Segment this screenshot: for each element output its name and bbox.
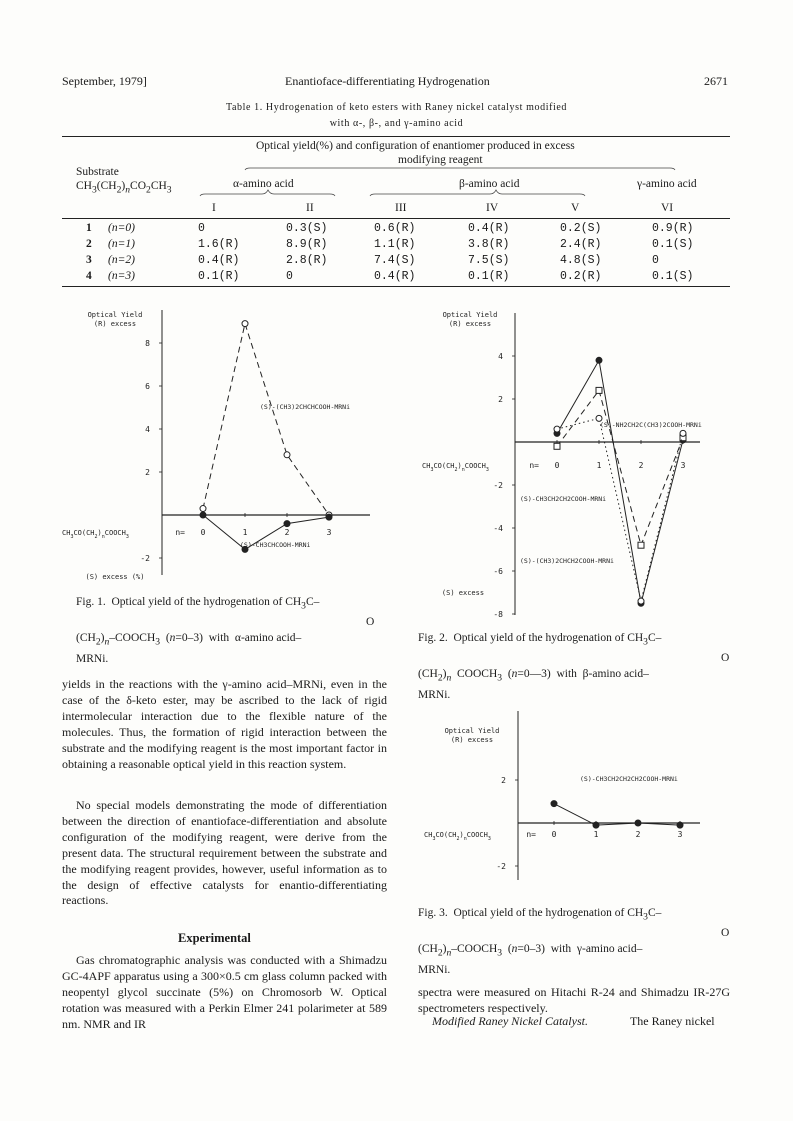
x-tick-label: 0: [551, 830, 557, 839]
x-tick-label: 3: [680, 461, 686, 470]
table-substrate-formula: $CH_3(CH_2)_nCO_2CH_3$: [76, 180, 172, 196]
x-tick-label: 0: [554, 461, 560, 470]
data-point: [554, 443, 560, 449]
table-cell: 0.1(S): [652, 238, 694, 251]
y-tick-label: -2: [493, 481, 503, 490]
table-cell: 2.8(R): [286, 254, 328, 267]
series-label: (S)-CH3CHCOOH-MRNi: [240, 541, 311, 549]
col-VI: VI: [661, 202, 674, 214]
table-substrate-label: Substrate: [76, 166, 119, 178]
y-tick-label: -4: [493, 524, 503, 533]
fig1-chart: [60, 305, 390, 590]
header-left: September, 1979]: [62, 74, 147, 88]
y-tick-label: 2: [145, 468, 150, 477]
table-cell: 0.4(R): [374, 270, 416, 283]
y-tick-label: 4: [145, 425, 150, 434]
page-number: 2671: [704, 74, 728, 88]
data-point: [200, 506, 206, 512]
table-cell: 8.9(R): [286, 238, 328, 251]
table-cell: 0.1(S): [652, 270, 694, 283]
y-tick-label: 2: [501, 776, 506, 785]
series-label: (S)-CH3CH2CH2COOH-MRNi: [520, 495, 607, 503]
table-row-number: 1: [86, 222, 92, 234]
col-V: V: [571, 202, 580, 214]
series-line: [554, 390, 683, 545]
x-tick-label: 3: [326, 528, 332, 537]
data-point: [551, 801, 557, 807]
table-cell: 1.6(R): [198, 238, 240, 251]
group-alpha: α-amino acid: [233, 178, 294, 190]
x-tick-label: 2: [638, 461, 644, 470]
col-II: II: [306, 202, 314, 214]
table-cell: 0.6(R): [374, 222, 416, 235]
x-tick-label: 2: [635, 830, 641, 839]
series-label: (S)-CH3CH2CH2CH2COOH-MRNi: [580, 775, 678, 783]
y-tick-label: 8: [145, 339, 150, 348]
x-tick-label: 3: [677, 830, 683, 839]
data-point: [284, 521, 290, 527]
table-row-n: (n=2): [108, 254, 135, 266]
x-axis-prefix: n=: [529, 461, 539, 470]
x-axis-prefix: n=: [526, 830, 536, 839]
table-row-n: (n=0): [108, 222, 135, 234]
table-caption-line2: with α-, β-, and γ-amino acid: [329, 118, 464, 129]
body-paragraph-1: yields in the reactions with the γ-amino acid–MRNi, even in the case of the δ-keto ester, may be ascribed to the lack of rigid intermolecular interaction due to the flexible nature of the molecules. Thus, the formation of rigid interaction between the substrate and the modifying reagent is the most important factor in obtaining a reasonable optical yield in this reaction system.: [62, 677, 387, 771]
table-cell: 0: [286, 270, 293, 283]
table-bottom-rule: [62, 286, 730, 287]
series-line: [203, 324, 329, 515]
table-cell: 0.3(S): [286, 222, 328, 235]
table-cell: 0.2(S): [560, 222, 602, 235]
data-point: [284, 452, 290, 458]
col-IV: IV: [486, 202, 499, 214]
data-point: [596, 415, 602, 421]
data-point: [638, 598, 644, 604]
data-point: [554, 426, 560, 432]
data-point: [677, 822, 683, 828]
x-tick-label: 1: [596, 461, 602, 470]
col-I: I: [212, 202, 216, 214]
x-tick-label: 1: [593, 830, 599, 839]
y-tick-label: -6: [493, 567, 503, 576]
series-label: (S)-(CH3)2CHCHCOOH-MRNi: [260, 403, 351, 411]
x-tick-label: 2: [284, 528, 290, 537]
experimental-paragraph: Gas chromatographic analysis was conducted with a Shimadzu GC-4APF apparatus using a 300×0.5 cm glass column packed with neopentyl glycol succinate (5%) on Chromosorb W. Optical rotation was measured with a Perkin Elmer 241 polarimeter at 589 nm. NMR and IR: [62, 953, 387, 1031]
substrate-label: $CH_3CO(CH_2)_nCOOCH_3$: [422, 462, 489, 473]
table-col-subheading: modifying reagent: [398, 154, 483, 166]
table-cell: 0.1(R): [198, 270, 240, 283]
table-cell: 0.4(R): [198, 254, 240, 267]
table-mid-rule: [62, 218, 730, 219]
y-axis-label: Optical Yield: [444, 727, 500, 735]
data-point: [200, 512, 206, 518]
series-line: [554, 360, 683, 603]
table-row-n: (n=1): [108, 238, 135, 250]
table-cell: 7.5(S): [468, 254, 510, 267]
table-cell: 0.2(R): [560, 270, 602, 283]
group-beta: β-amino acid: [459, 178, 520, 190]
fig2-chart: [420, 305, 740, 625]
table-cell: 0: [198, 222, 205, 235]
y-axis-label-unit: (R) excess: [93, 320, 137, 328]
fig1-caption: Fig. 1. Optical yield of the hydrogenation of $CH_3C-$ O $(CH_2)_n-COOCH_3$ (n=0–3) with α-amino acid– MRNi.: [76, 596, 375, 665]
x-axis-prefix: n=: [175, 528, 185, 537]
table-cell: 0.4(R): [468, 222, 510, 235]
table-cell: 0.9(R): [652, 222, 694, 235]
x-tick-label: 1: [242, 528, 248, 537]
data-point: [596, 387, 602, 393]
fig3-chart: [420, 705, 740, 895]
col-III: III: [395, 202, 407, 214]
series-label: (S)-NH2CH2C(CH3)2COOH-MRNi: [600, 421, 702, 429]
table-row-number: 2: [86, 238, 92, 250]
table-row-n: (n=3): [108, 270, 135, 282]
data-point: [242, 321, 248, 327]
table-row-number: 4: [86, 270, 92, 282]
table-cell: 0.1(R): [468, 270, 510, 283]
y-tick-label: -2: [496, 862, 506, 871]
data-point: [593, 822, 599, 828]
data-point: [326, 514, 332, 520]
table-col-heading: Optical yield(%) and configuration of enantiomer produced in excess: [256, 140, 575, 152]
data-point: [638, 542, 644, 548]
fig3-caption: Fig. 3. Optical yield of the hydrogenation of $CH_3C-$ O $(CH_2)_n-COOCH_3$ (n=0–3) with γ-amino acid– MRNi.: [418, 907, 730, 976]
table-cell: 0: [652, 254, 659, 267]
table-cell: 7.4(S): [374, 254, 416, 267]
table-caption: Table 1. Hydrogenation of keto esters with Raney nickel catalyst modified: [225, 102, 568, 113]
y-axis-label-unit: (R) excess: [448, 320, 492, 328]
series-line: [554, 418, 683, 601]
y-axis-label-unit: (R) excess: [450, 736, 494, 744]
right-col-paragraph: spectra were measured on Hitachi R-24 and Shimadzu IR-27G spectrometers respectively.: [418, 985, 730, 1015]
y-tick-label: -8: [493, 610, 503, 619]
y-tick-label: 6: [145, 382, 150, 391]
group-gamma: γ-amino acid: [637, 178, 697, 190]
data-point: [680, 430, 686, 436]
series-label: (S)-(CH3)2CHCH2COOH-MRNi: [520, 557, 614, 565]
table-cell: 2.4(R): [560, 238, 602, 251]
data-point: [596, 357, 602, 363]
y-axis-neg-label: (S) excess (%): [85, 573, 145, 581]
table-row-number: 3: [86, 254, 92, 266]
table-cell: 3.8(R): [468, 238, 510, 251]
header-title: Enantioface-differentiating Hydrogenation: [285, 74, 490, 88]
y-tick-label: 4: [498, 352, 503, 361]
table-cell: 4.8(S): [560, 254, 602, 267]
substrate-label: $CH_3CO(CH_2)_nCOOCH_3$: [62, 529, 129, 540]
table-cell: 1.1(R): [374, 238, 416, 251]
substrate-label: $CH_3CO(CH_2)_nCOOCH_3$: [424, 831, 491, 842]
experimental-heading: Experimental: [178, 931, 251, 945]
series-line: [554, 804, 680, 826]
y-tick-label: 2: [498, 395, 503, 404]
right-col-paragraph-2: Modified Raney Nickel Catalyst. The Raney nickel: [432, 1014, 715, 1028]
x-tick-label: 0: [200, 528, 206, 537]
y-axis-label: Optical Yield: [442, 311, 498, 319]
y-axis-neg-label: (S) excess: [441, 589, 485, 597]
y-axis-label: Optical Yield: [87, 311, 143, 319]
data-point: [635, 820, 641, 826]
body-paragraph-2: No special models demonstrating the mode of differentiation between the direction of enantioface-differentiation and absolute configuration of the modifying reagent, were derive from the present data. The structural requirement between the substrate and the modifying reagent provides, however, useful information as to the design of effective catalysts for enantio-differentiating reactions.: [62, 798, 387, 908]
fig2-caption: Fig. 2. Optical yield of the hydrogenation of $CH_3C-$ O $(CH_2)_n$ $COOCH_3$ (n=0—3) with β-amino acid– MRNi.: [418, 632, 730, 701]
y-tick-label: -2: [140, 554, 150, 563]
